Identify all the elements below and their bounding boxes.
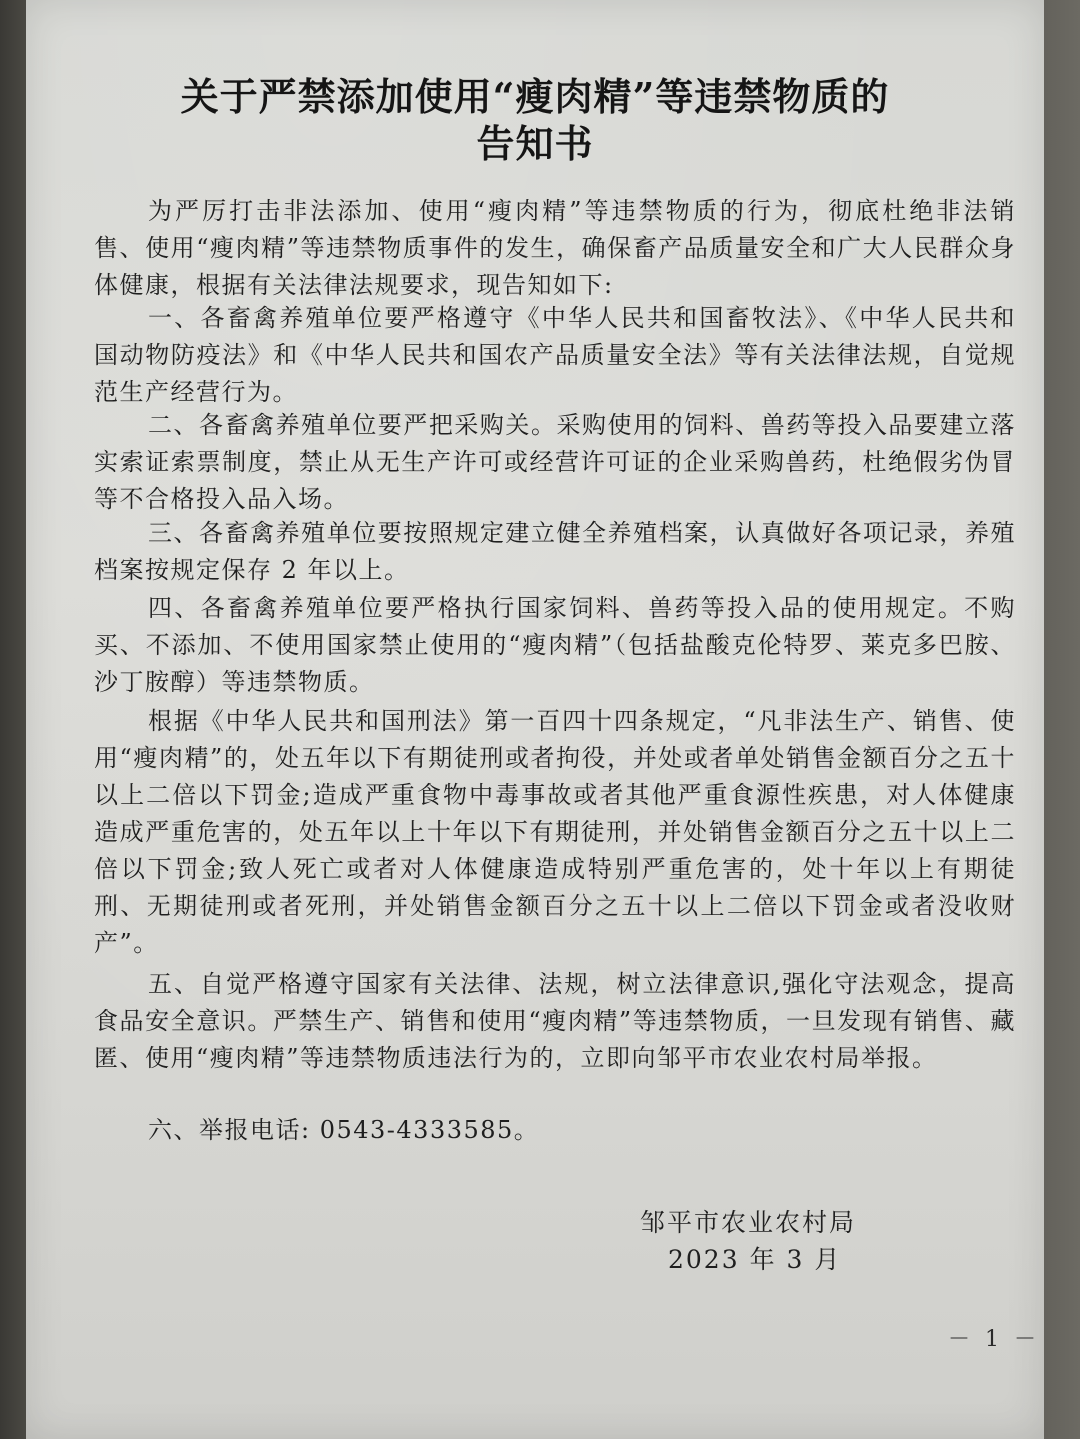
signature-organization: 邹平市农业农村局 xyxy=(640,1208,857,1237)
document-title-line-2: 告知书 xyxy=(476,121,594,166)
document-title-line-1: 关于严禁添加使用“瘦肉精”等违禁物质的 xyxy=(180,74,890,119)
paper-sheet xyxy=(26,0,1044,1439)
signature-date: 2023 年 3 月 xyxy=(668,1245,842,1274)
paragraph-item-1: 一、各畜禽养殖单位要严格遵守《中华人民共和国畜牧法》、《中华人民共和国动物防疫法》和《中华人民共和国农产品质量安全法》等有关法律法规，自觉规范生产经营行为。 xyxy=(94,304,1016,406)
paragraph-intro: 为严厉打击非法添加、使用“瘦肉精”等违禁物质的行为，彻底杜绝非法销售、使用“瘦肉精”等违禁物质事件的发生，确保畜产品质量安全和广大人民群众身体健康，根据有关法律法规要求，现告知如下: xyxy=(94,197,1016,299)
paragraph-item-3: 三、各畜禽养殖单位要按照规定建立健全养殖档案，认真做好各项记录，养殖档案按规定保存 2 年以上。 xyxy=(94,519,1016,584)
paragraph-item-6-hotline: 六、举报电话: 0543-4333585。 xyxy=(148,1116,540,1144)
page-number: － 1 － xyxy=(948,1327,1040,1352)
paragraph-item-2: 二、各畜禽养殖单位要严把采购关。采购使用的饲料、兽药等投入品要建立落实索证索票制度，禁止从无生产许可或经营许可证的企业采购兽药，杜绝假劣伪冒等不合格投入品入场。 xyxy=(94,411,1016,513)
paragraph-criminal-law: 根据《中华人民共和国刑法》第一百四十四条规定，“凡非法生产、销售、使用“瘦肉精”的，处五年以下有期徒刑或者拘役，并处或者单处销售金额百分之五十以上二倍以下罚金;造成严重食物中毒事故或者其他严重食源性疾患，对人体健康造成严重危害的，处五年以上十年以下有期徒刑，并处销售金额百分之五十以上二倍以下罚金;致人死亡或者对人体健康造成特别严重危害的，处十年以上有期徒刑、无期徒刑或者死刑，并处销售金额百分之五十以上二倍以下罚金或者没收财产”。 xyxy=(94,707,1016,957)
paragraph-item-4: 四、各畜禽养殖单位要严格执行国家饲料、兽药等投入品的使用规定。不购买、不添加、不使用国家禁止使用的“瘦肉精”（包括盐酸克伦特罗、莱克多巴胺、沙丁胺醇）等违禁物质。 xyxy=(94,594,1016,696)
paragraph-item-5: 五、自觉严格遵守国家有关法律、法规，树立法律意识,强化守法观念，提高食品安全意识。严禁生产、销售和使用“瘦肉精”等违禁物质，一旦发现有销售、藏匿、使用“瘦肉精”等违禁物质违法行为的，立即向邹平市农业农村局举报。 xyxy=(94,970,1016,1072)
